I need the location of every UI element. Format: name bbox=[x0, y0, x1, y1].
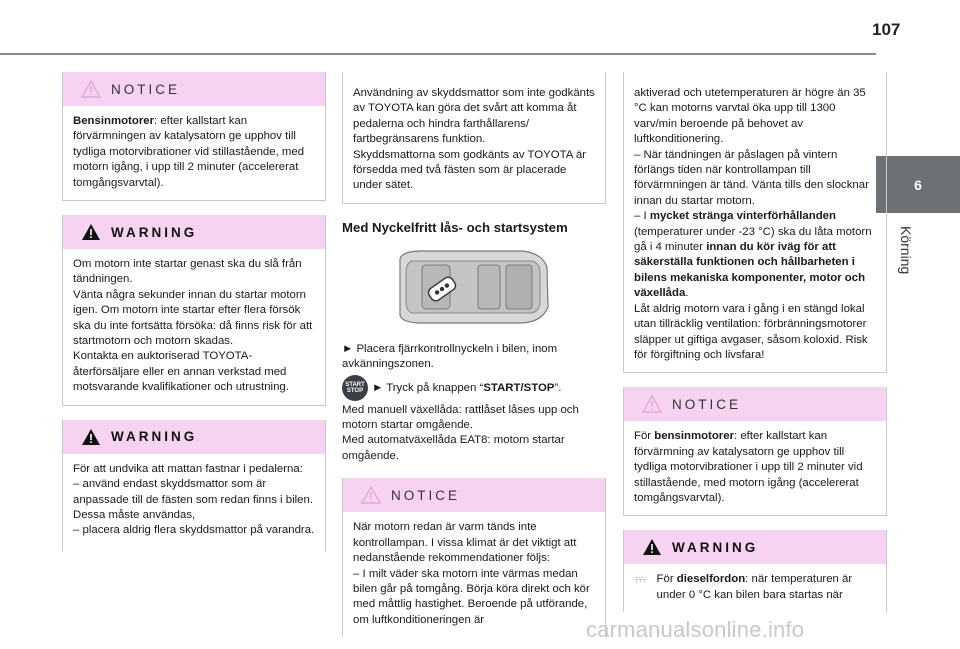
page-number: 107 bbox=[872, 20, 901, 39]
warning-header bbox=[63, 215, 325, 249]
notice-line: Låt aldrig motorn vara i gång i en stängd lokal utan tillräcklig ventilation: förbränningsmotorer släpper ut giftiga avgaser, såsom koloxid. Risk för förgiftning och livsfara! bbox=[634, 302, 868, 361]
notice-title: NOTICE bbox=[391, 487, 461, 503]
notice-body bbox=[343, 512, 605, 637]
column-1 bbox=[62, 72, 326, 551]
warning-line: – placera aldrig flera skyddsmattor på varandra. bbox=[73, 524, 315, 537]
notice-title: NOTICE bbox=[672, 396, 742, 412]
warning-body bbox=[624, 564, 886, 612]
warning-line: Vänta några sekunder innan du startar motorn igen. Om motorn inte startar efter flera försök ska du inte fortsätta försöka: då finns risk för att startmotorn och motorn skadas. bbox=[73, 288, 313, 348]
notice-line: – När tändningen är påslagen på vintern förlängs tiden när kontrollampan till förvärmningen är tänd. Vänta tills den slocknar innan du startar motorn. bbox=[634, 148, 869, 207]
notice-header bbox=[343, 478, 605, 512]
warning-line: Om motorn inte startar genast ska du slå från tändningen. bbox=[73, 258, 302, 286]
notice-text: : efter kallstart kan förvärmning av katalysatorn ge upphov till tydliga motorvibrationer i upp till 2 minuter vid stillastående, med motorn igång (accelererat tomgångsvarvtal). bbox=[634, 430, 863, 504]
notice-triangle-icon bbox=[642, 395, 662, 413]
car-topview-illustration bbox=[382, 247, 552, 327]
notice-text: : efter kallstart kan förvärmningen av katalysatorn ge upphov till tydliga motorvibrationer vid stillastående, med motorn igång, i upp till 2 minuter (accelererat tomgångsvarvtal). bbox=[73, 115, 305, 189]
warning-header bbox=[63, 420, 325, 454]
notice-header bbox=[624, 387, 886, 421]
start-stop-icon: START STOP bbox=[342, 375, 368, 401]
warning-title: WARNING bbox=[672, 539, 759, 555]
column-3 bbox=[623, 72, 887, 612]
warning-triangle-icon bbox=[642, 538, 662, 556]
notice-body: För bensinmotorer: efter kallstart kan förvärmning av katalysatorn ge upphov till tydliga motorvibrationer i upp till 2 minuter vid stillastående, med motorn igång (accelererat tomgångsvarvtal). bbox=[634, 430, 863, 504]
notice-line: När motorn redan är varm tänds inte kontrollampan. I vissa klimat är det viktigt att nedanstående rekommendationer följs: bbox=[353, 521, 577, 565]
notice-triangle-icon bbox=[361, 486, 381, 504]
warning-box-2 bbox=[62, 420, 326, 551]
chapter-title: Körning bbox=[898, 226, 914, 275]
notice-title: NOTICE bbox=[111, 81, 181, 97]
warning-triangle-icon bbox=[81, 223, 101, 241]
notice-box-1 bbox=[62, 72, 326, 201]
warning-title: WARNING bbox=[111, 429, 198, 445]
watermark: carmanualsonline.info bbox=[586, 617, 805, 642]
chapter-tab[interactable] bbox=[876, 156, 960, 213]
warning-line: För att undvika att mattan fastnar i pedalerna: bbox=[73, 462, 303, 475]
diesel-text: För dieselfordon: när temperaturen är under 0 °C kan bilen bara startas när bbox=[656, 573, 853, 601]
warning-line: Användning av skyddsmattor som inte godkänts av TOYOTA kan göra det svårt att komma åt pedalerna och hindra farthållarens/ fartbegränsarens funktion. bbox=[353, 87, 595, 146]
warning-line: – använd endast skyddsmattor som är anpassade till de fästen som redan finns i bilen. Dessa måste användas, bbox=[73, 478, 313, 521]
warning-line: Kontakta en auktoriserad TOYOTA-återförsäljare eller en annan verkstad med motsvarande kvalifikationer och utrustning. bbox=[73, 350, 289, 394]
warning-triangle-icon bbox=[81, 428, 101, 446]
warning-body bbox=[63, 454, 325, 551]
notice-box-2 bbox=[342, 478, 606, 637]
notice-bold: bensinmotorer bbox=[654, 430, 735, 443]
notice-header bbox=[63, 72, 325, 106]
instruction-press-start: START STOP ► Tryck på knappen “START/STOP”. bbox=[342, 375, 606, 401]
warning-box-1 bbox=[62, 215, 326, 406]
notice-box-3 bbox=[623, 387, 887, 516]
column-2 bbox=[342, 72, 606, 637]
section-heading: Med Nyckelfritt lås- och startsystem bbox=[342, 219, 568, 235]
warning-box-3 bbox=[623, 530, 887, 612]
instruction-place-key: ► Placera fjärrkontrollnyckeln i bilen, inom avkänningszonen. bbox=[342, 342, 558, 371]
notice-body bbox=[63, 106, 325, 200]
notice-line: aktiverad och utetemperaturen är högre än 35 °C kan motorns varvtal öka upp till 1300 varv/min beroende på behovet av luftkonditionering. bbox=[634, 87, 866, 146]
warning-header bbox=[624, 530, 886, 564]
warning-continuation bbox=[342, 72, 606, 204]
notice-line: – I milt väder ska motorn inte värmas medan bilen går på tomgång. Börja köra direkt och kör med måttlig hastighet. Beroende på utförande, om luftkonditioneringen är bbox=[353, 567, 590, 626]
top-divider bbox=[0, 53, 876, 55]
notice-line: – I mycket stränga vinterförhållanden (temperaturer under -23 °C) ska du låta motorn gå i 4 minuter innan du kör iväg för att säkerställa funktionen och hållbarheten i bilens mekaniska komponenter, motor och växellåda. bbox=[634, 210, 872, 300]
automatic-gearbox-text: Med automatväxellåda EAT8: motorn startar omgående. bbox=[342, 434, 565, 462]
notice-continuation bbox=[623, 72, 887, 373]
warning-title: WARNING bbox=[111, 224, 198, 240]
warning-body bbox=[63, 249, 325, 405]
warning-line: Skyddsmattorna som godkänts av TOYOTA är försedda med två fästen som är placerade under sätet. bbox=[353, 148, 586, 192]
notice-bold: Bensinmotorer bbox=[73, 115, 155, 127]
chapter-number: 6 bbox=[914, 176, 922, 193]
manual-gearbox-text: Med manuell växellåda: rattlåset låses upp och motorn startar omgående. bbox=[342, 403, 579, 432]
glow-plug-icon bbox=[634, 576, 647, 584]
notice-triangle-icon bbox=[81, 80, 101, 98]
